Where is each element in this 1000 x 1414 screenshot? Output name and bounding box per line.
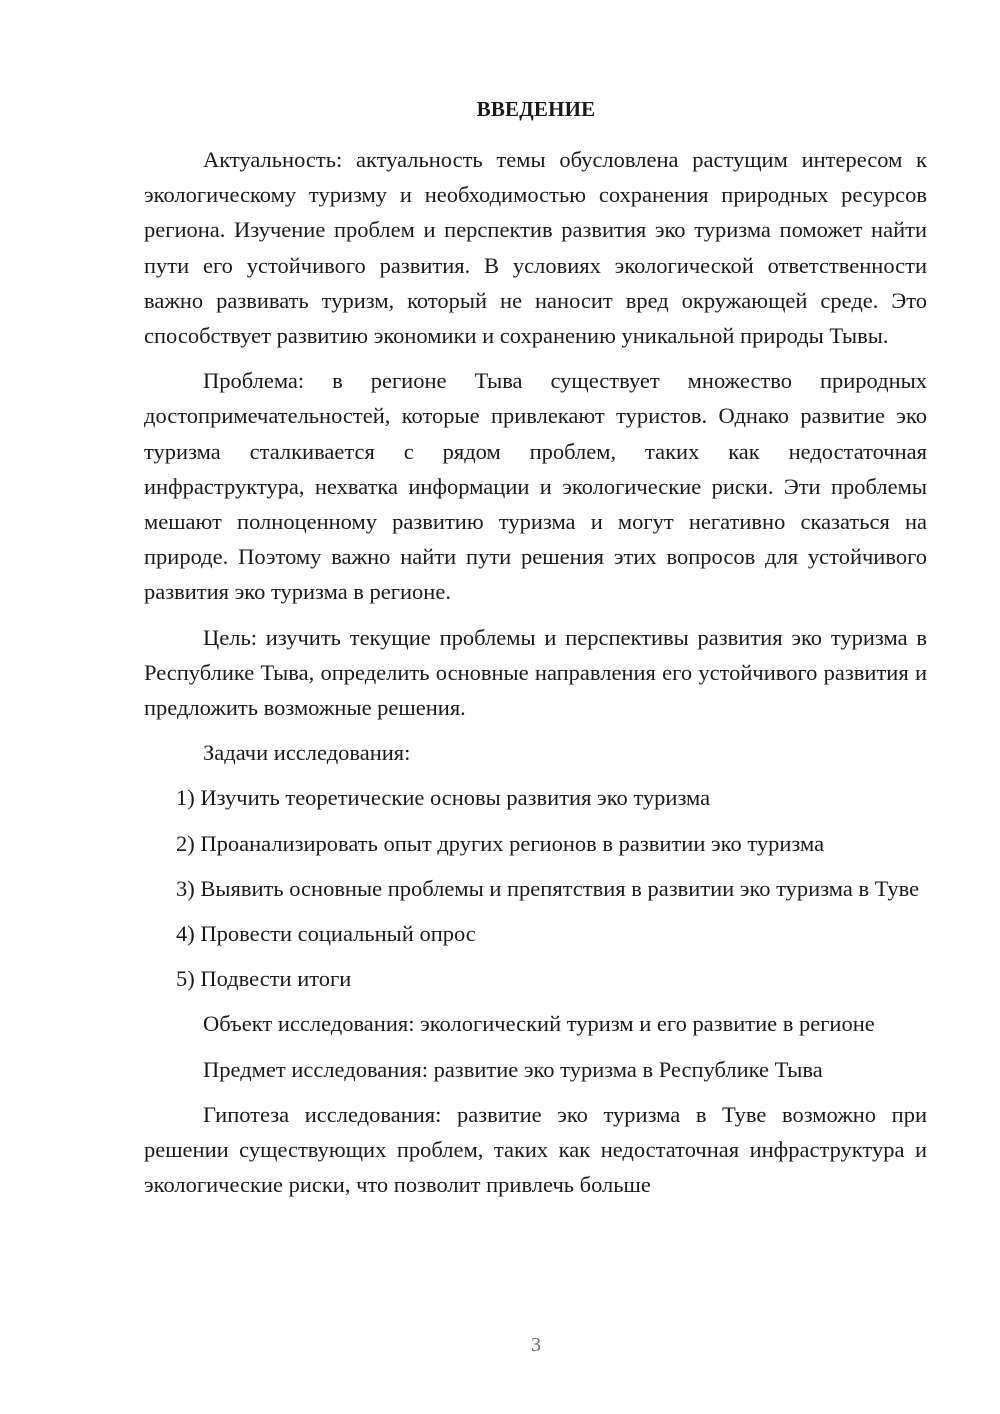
object-paragraph: Объект исследования: экологический туризм и его развитие в регионе bbox=[203, 1011, 875, 1037]
tasks-heading: Задачи исследования: bbox=[203, 740, 411, 766]
task-item-1: 1) Изучить теоретические основы развития эко туризма bbox=[176, 785, 711, 811]
body-text bbox=[144, 142, 927, 1212]
section-title: ВВЕДЕНИЕ bbox=[476, 97, 596, 121]
problem-paragraph: Проблема: в регионе Тыва существует множество природных достопримечательностей, которые привлекают туристов. Однако развитие эко туризма сталкивается с рядом проблем, таких как недостаточная инфраструктура, нехватка информации и экологические риски. Эти проблемы мешают полноценному развитию туризма и могут негативно сказаться на природе. Поэтому важно найти пути решения этих вопросов для устойчивого развития эко туризма в регионе. bbox=[144, 368, 927, 605]
hypothesis-paragraph: Гипотеза исследования: развитие эко туризма в Туве возможно при решении существующих проблем, таких как недостаточная инфраструктура и экологические риски, что позволит привлечь больше bbox=[144, 1101, 927, 1198]
subject-paragraph: Предмет исследования: развитие эко туризма в Республике Тыва bbox=[203, 1056, 823, 1082]
relevance-paragraph: Актуальность: актуальность темы обусловлена растущим интересом к экологическому туризму и необходимостью сохранения природных ресурсов региона. Изучение проблем и перспектив развития эко туризма поможет найти пути его устойчивого развития. В условиях экологической ответственности важно развивать туризм, который не наносит вред окружающей среде. Это способствует развитию экономики и сохранению уникальной природы Тывы. bbox=[144, 147, 927, 349]
goal-paragraph: Цель: изучить текущие проблемы и перспективы развития эко туризма в Республике Тыва, определить основные направления его устойчивого развития и предложить возможные решения. bbox=[144, 624, 927, 721]
page-number: 3 bbox=[531, 1334, 541, 1356]
task-item-2: 2) Проанализировать опыт других регионов в развитии эко туризма bbox=[176, 830, 825, 856]
task-item-5: 5) Подвести итоги bbox=[176, 966, 352, 992]
task-item-4: 4) Провести социальный опрос bbox=[176, 921, 476, 947]
task-item-3: 3) Выявить основные проблемы и препятствия в развитии эко туризма в Туве bbox=[176, 875, 920, 901]
